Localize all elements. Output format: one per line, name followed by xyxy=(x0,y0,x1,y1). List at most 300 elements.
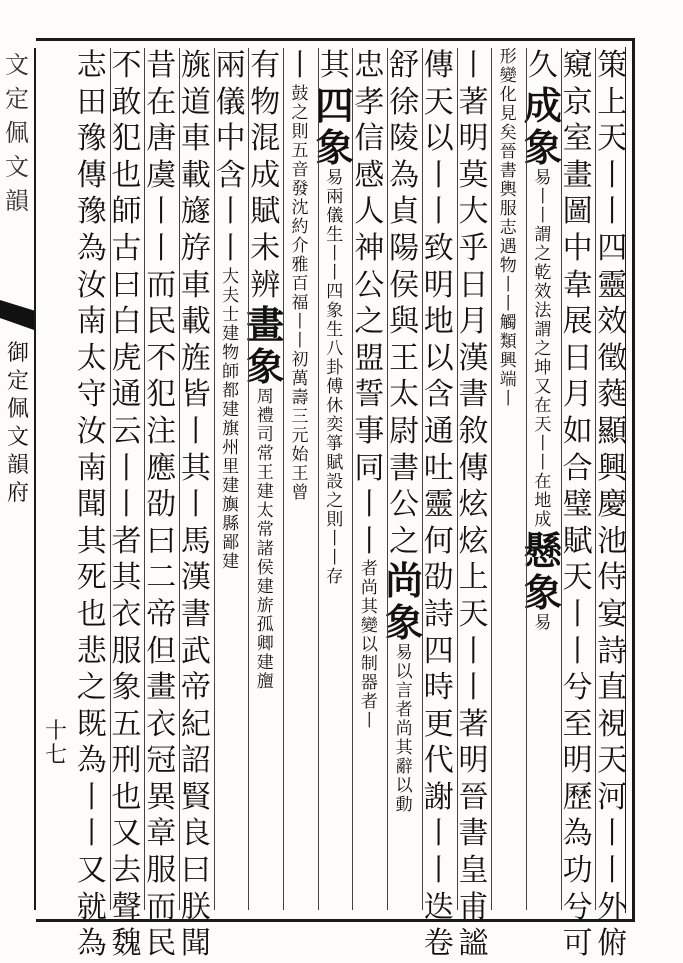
glyph: 漢 xyxy=(180,560,211,596)
glyph: 侯 xyxy=(389,267,420,303)
body-text xyxy=(77,48,107,963)
glyph: 丨 xyxy=(499,294,517,314)
glyph: 音 xyxy=(291,159,309,180)
glyph: 日 xyxy=(458,267,489,303)
glyph: 象 xyxy=(523,124,562,170)
glyph: 民 xyxy=(146,926,177,962)
glyph: 犯 xyxy=(111,121,142,157)
glyph: 為 xyxy=(76,743,107,779)
body-text xyxy=(528,48,558,85)
glyph: 丨 xyxy=(76,779,107,815)
glyph: 汝 xyxy=(76,413,107,449)
glyph: 箏 xyxy=(326,433,344,454)
glyph: 成 xyxy=(250,157,281,193)
glyph: 志 xyxy=(76,48,107,83)
glyph: 卷 xyxy=(423,926,454,962)
glyph: 功 xyxy=(562,853,593,889)
glyph: 為 xyxy=(76,926,107,962)
glyph: 唐 xyxy=(146,121,177,157)
book-title xyxy=(0,340,36,508)
glyph: 晉 xyxy=(499,142,517,162)
glyph: 丨 xyxy=(285,48,315,83)
glyph: 大 xyxy=(222,266,240,287)
glyph: 兮 xyxy=(562,889,593,925)
glyph: 日 xyxy=(562,340,593,376)
glyph: 縣 xyxy=(222,513,240,534)
glyph: 變 xyxy=(499,66,517,86)
glyph: 在 xyxy=(534,395,552,416)
glyph: 丨 xyxy=(326,262,344,283)
glyph: 曾 xyxy=(291,482,309,503)
glyph: 丨 xyxy=(360,711,378,732)
glyph: 在 xyxy=(534,471,552,492)
glyph: 謂 xyxy=(534,224,552,245)
glyph: 陽 xyxy=(389,230,420,266)
glyph: 服 xyxy=(499,199,517,219)
glyph: 志 xyxy=(499,218,517,238)
glyph: 易 xyxy=(534,167,552,188)
glyph: 不 xyxy=(111,48,142,83)
glyph: 禮 xyxy=(256,406,274,427)
glyph: 可 xyxy=(562,926,593,962)
glyph: 旜 xyxy=(256,672,274,693)
glyph: 遇 xyxy=(499,237,517,257)
glyph: 生 xyxy=(326,224,344,245)
glyph: 存 xyxy=(326,566,344,587)
glyph: 端 xyxy=(499,370,517,390)
glyph: 五 xyxy=(291,140,309,161)
glyph: 象 xyxy=(385,600,424,646)
glyph: 書 xyxy=(499,161,517,181)
glyph: 類 xyxy=(499,332,517,352)
glyph: 書 xyxy=(458,816,489,852)
glyph: 其 xyxy=(360,597,378,618)
body-text xyxy=(285,48,315,85)
glyph: 舒 xyxy=(389,48,420,83)
glyph: 建 xyxy=(256,482,274,503)
glyph: 諸 xyxy=(256,539,274,560)
glyph: 法 xyxy=(534,300,552,321)
body-text xyxy=(320,48,350,85)
glyph: 如 xyxy=(562,413,593,449)
glyph: 儀 xyxy=(326,205,344,226)
glyph: 明 xyxy=(458,121,489,157)
glyph: 其 xyxy=(180,450,211,486)
glyph: 傳 xyxy=(423,48,454,83)
glyph: 既 xyxy=(76,706,107,742)
glyph: 丨 xyxy=(562,633,593,669)
glyph: 人 xyxy=(354,194,385,230)
glyph: 神 xyxy=(354,230,385,266)
margin-char: 文 xyxy=(5,153,29,181)
glyph: 傅 xyxy=(326,376,344,397)
glyph: 者 xyxy=(111,523,142,559)
glyph: 公 xyxy=(389,487,420,523)
glyph: 有 xyxy=(250,48,281,83)
glyph: 輿 xyxy=(499,180,517,200)
glyph: 上 xyxy=(597,84,628,120)
glyph: 象 xyxy=(315,124,354,170)
glyph: 州 xyxy=(222,437,240,458)
body-text xyxy=(459,48,489,963)
glyph: 四 xyxy=(326,281,344,302)
glyph: 賦 xyxy=(562,523,593,559)
glyph: 地 xyxy=(534,490,552,511)
glyph: 更 xyxy=(423,706,454,742)
glyph: 百 xyxy=(291,273,309,294)
glyph: 異 xyxy=(146,779,177,815)
glyph: 二 xyxy=(146,560,177,596)
glyph: 晉 xyxy=(458,779,489,815)
glyph: 儀 xyxy=(215,84,246,120)
glyph: 效 xyxy=(597,304,628,340)
glyph: 八 xyxy=(326,338,344,359)
body-text xyxy=(216,48,246,268)
glyph: 謝 xyxy=(423,779,454,815)
glyph: 制 xyxy=(360,654,378,675)
glyph: 師 xyxy=(111,194,142,230)
glyph: 丨 xyxy=(597,157,628,193)
glyph: 曰 xyxy=(111,267,142,303)
glyph: 丨 xyxy=(354,487,385,523)
glyph: 建 xyxy=(256,653,274,674)
glyph: 著 xyxy=(458,706,489,742)
glyph: 俯 xyxy=(597,926,628,962)
glyph: 圖 xyxy=(562,194,593,230)
glyph: 丨 xyxy=(326,547,344,568)
glyph: 白 xyxy=(111,304,142,340)
book-title-char: 文 xyxy=(6,425,29,450)
glyph: 沈 xyxy=(291,197,309,218)
annotation-text xyxy=(326,169,343,587)
glyph: 璧 xyxy=(562,487,593,523)
glyph: 云 xyxy=(111,413,142,449)
glyph: 旗 xyxy=(222,418,240,439)
glyph: 皆 xyxy=(180,377,211,413)
glyph: 丨 xyxy=(597,853,628,889)
glyph: 介 xyxy=(291,235,309,256)
glyph: 致 xyxy=(423,230,454,266)
glyph: 通 xyxy=(423,413,454,449)
glyph: 興 xyxy=(499,351,517,371)
glyph: 者 xyxy=(395,700,413,721)
body-text xyxy=(389,48,419,560)
glyph: 地 xyxy=(423,304,454,340)
glyph: 侍 xyxy=(597,560,628,596)
glyph: 丨 xyxy=(146,194,177,230)
glyph: 丨 xyxy=(499,275,517,295)
glyph: 應 xyxy=(146,450,177,486)
glyph: 而 xyxy=(146,267,177,303)
glyph: 劭 xyxy=(423,560,454,596)
glyph: 成 xyxy=(523,82,562,128)
glyph: 發 xyxy=(291,178,309,199)
glyph: 曰 xyxy=(146,523,177,559)
glyph: 誓 xyxy=(354,377,385,413)
body-text xyxy=(354,48,384,560)
glyph: 豫 xyxy=(76,121,107,157)
glyph: 畫 xyxy=(246,302,285,348)
glyph: 以 xyxy=(360,635,378,656)
glyph: 丨 xyxy=(423,816,454,852)
glyph: 設 xyxy=(326,471,344,492)
glyph: 之 xyxy=(389,523,420,559)
annotation-text xyxy=(222,268,239,572)
glyph: 丨 xyxy=(180,413,211,449)
glyph: 物 xyxy=(250,84,281,120)
body-text xyxy=(146,48,176,963)
glyph: 易 xyxy=(395,643,413,664)
glyph: 丨 xyxy=(180,487,211,523)
glyph: 福 xyxy=(291,292,309,313)
glyph: 四 xyxy=(315,82,354,128)
glyph: 以 xyxy=(423,340,454,376)
glyph: 建 xyxy=(222,551,240,572)
margin-char: 韻 xyxy=(5,187,29,215)
glyph: 奕 xyxy=(326,414,344,435)
glyph: 詔 xyxy=(180,743,211,779)
glyph: 四 xyxy=(597,230,628,266)
glyph: 周 xyxy=(256,387,274,408)
glyph: 生 xyxy=(326,319,344,340)
glyph: 物 xyxy=(222,342,240,363)
glyph: 坤 xyxy=(534,357,552,378)
glyph: 初 xyxy=(291,349,309,370)
body-text xyxy=(563,48,593,963)
glyph: 言 xyxy=(395,681,413,702)
glyph: 之 xyxy=(291,102,309,123)
glyph: 王 xyxy=(291,463,309,484)
glyph: 蕤 xyxy=(597,377,628,413)
glyph: 道 xyxy=(180,84,211,120)
glyph: 其 xyxy=(319,48,350,83)
glyph: 王 xyxy=(256,463,274,484)
glyph: 策 xyxy=(597,48,628,83)
glyph: 觸 xyxy=(499,313,517,333)
glyph: 信 xyxy=(354,121,385,157)
glyph: 丨 xyxy=(534,186,552,207)
annotation-text xyxy=(500,48,517,409)
glyph: 何 xyxy=(423,523,454,559)
glyph: 謐 xyxy=(458,926,489,962)
glyph: 丨 xyxy=(111,487,142,523)
glyph: 丨 xyxy=(597,816,628,852)
margin-char: 文 xyxy=(5,51,29,79)
glyph: 建 xyxy=(222,399,240,420)
glyph: 通 xyxy=(111,377,142,413)
glyph: 明 xyxy=(562,743,593,779)
glyph: 著 xyxy=(458,84,489,120)
glyph: 中 xyxy=(562,230,593,266)
glyph: 常 xyxy=(256,520,274,541)
glyph: 丨 xyxy=(146,230,177,266)
glyph: 京 xyxy=(562,84,593,120)
glyph: 紀 xyxy=(180,706,211,742)
glyph: 常 xyxy=(256,444,274,465)
glyph: 之 xyxy=(326,490,344,511)
glyph: 畫 xyxy=(562,157,593,193)
glyph: 展 xyxy=(562,304,593,340)
glyph: 服 xyxy=(111,633,142,669)
glyph: 武 xyxy=(180,633,211,669)
glyph: 丨 xyxy=(291,311,309,332)
margin-char: 佩 xyxy=(5,119,29,147)
glyph: 象 xyxy=(246,344,285,390)
glyph: 元 xyxy=(291,425,309,446)
glyph: 物 xyxy=(499,256,517,276)
glyph: 聞 xyxy=(180,926,211,962)
glyph: 馬 xyxy=(180,523,211,559)
glyph: 丨 xyxy=(326,243,344,264)
glyph: 田 xyxy=(76,84,107,120)
glyph: 帝 xyxy=(180,670,211,706)
glyph: 丨 xyxy=(562,596,593,632)
glyph: 成 xyxy=(534,509,552,530)
glyph: 也 xyxy=(111,157,142,193)
glyph: 詩 xyxy=(423,596,454,632)
glyph: 刑 xyxy=(111,743,142,779)
glyph: 丨 xyxy=(423,194,454,230)
glyph: 象 xyxy=(326,300,344,321)
glyph: 孝 xyxy=(354,84,385,120)
glyph: 五 xyxy=(111,706,142,742)
glyph: 壽 xyxy=(291,387,309,408)
glyph: 丨 xyxy=(354,523,385,559)
body-text xyxy=(424,48,454,963)
glyph: 尚 xyxy=(385,558,424,604)
glyph: 之 xyxy=(354,304,385,340)
glyph: 為 xyxy=(76,230,107,266)
glyph: 建 xyxy=(222,323,240,344)
glyph: 又 xyxy=(76,853,107,889)
glyph: 歷 xyxy=(562,779,593,815)
glyph: 丨 xyxy=(458,633,489,669)
glyph: 天 xyxy=(534,414,552,435)
glyph: 兩 xyxy=(326,186,344,207)
glyph: 丨 xyxy=(215,194,246,230)
glyph: 月 xyxy=(562,377,593,413)
glyph: 敘 xyxy=(458,413,489,449)
glyph: 太 xyxy=(256,501,274,522)
glyph: 其 xyxy=(395,738,413,759)
glyph: 以 xyxy=(395,662,413,683)
glyph: 犯 xyxy=(146,377,177,413)
glyph: 為 xyxy=(562,816,593,852)
glyph: 中 xyxy=(215,121,246,157)
glyph: 三 xyxy=(291,406,309,427)
glyph: 莫 xyxy=(458,157,489,193)
glyph: 天 xyxy=(597,121,628,157)
glyph: 傳 xyxy=(76,157,107,193)
glyph: 而 xyxy=(146,889,177,925)
glyph: 傳 xyxy=(458,450,489,486)
glyph: 炫 xyxy=(458,523,489,559)
glyph: 詩 xyxy=(597,633,628,669)
glyph: 車 xyxy=(180,267,211,303)
glyph: 虞 xyxy=(146,157,177,193)
glyph: 服 xyxy=(146,853,177,889)
glyph: 但 xyxy=(146,633,177,669)
glyph: 辭 xyxy=(395,757,413,778)
glyph: 明 xyxy=(458,743,489,779)
glyph: 守 xyxy=(76,377,107,413)
glyph: 丨 xyxy=(326,528,344,549)
glyph: 尉 xyxy=(389,413,420,449)
glyph: 載 xyxy=(180,157,211,193)
glyph: 忠 xyxy=(354,48,385,83)
glyph: 含 xyxy=(423,377,454,413)
glyph: 丨 xyxy=(458,48,489,83)
glyph: 載 xyxy=(180,304,211,340)
glyph: 衣 xyxy=(146,706,177,742)
annotation-text xyxy=(292,85,309,503)
glyph: 乎 xyxy=(458,230,489,266)
glyph: 則 xyxy=(291,121,309,142)
body-text xyxy=(597,48,627,963)
glyph: 良 xyxy=(180,816,211,852)
glyph: 時 xyxy=(423,670,454,706)
page-number-char: 十 xyxy=(44,719,67,744)
glyph: 池 xyxy=(597,523,628,559)
glyph: 動 xyxy=(395,795,413,816)
glyph: 劭 xyxy=(146,487,177,523)
glyph: 旐 xyxy=(180,48,211,83)
glyph: 靈 xyxy=(597,267,628,303)
annotation-text xyxy=(534,614,551,633)
glyph: 天 xyxy=(562,560,593,596)
glyph: 公 xyxy=(354,267,385,303)
glyph: 其 xyxy=(111,560,142,596)
glyph: 丨 xyxy=(458,670,489,706)
glyph: 古 xyxy=(111,230,142,266)
glyph: 在 xyxy=(146,84,177,120)
glyph: 休 xyxy=(326,395,344,416)
glyph: 陵 xyxy=(389,121,420,157)
page-number-char: 七 xyxy=(44,743,67,768)
glyph: 效 xyxy=(534,281,552,302)
glyph: 丨 xyxy=(534,452,552,473)
glyph: 與 xyxy=(389,304,420,340)
glyph: 帝 xyxy=(146,596,177,632)
glyph: 也 xyxy=(111,779,142,815)
glyph: 汝 xyxy=(76,267,107,303)
glyph: 始 xyxy=(291,444,309,465)
glyph: 旌 xyxy=(180,340,211,376)
glyph: 丨 xyxy=(423,157,454,193)
glyph: 又 xyxy=(111,816,142,852)
glyph: 丨 xyxy=(534,205,552,226)
glyph: 卿 xyxy=(256,634,274,655)
glyph: 象 xyxy=(111,670,142,706)
glyph: 丨 xyxy=(76,816,107,852)
glyph: 迭 xyxy=(423,889,454,925)
glyph: 建 xyxy=(256,577,274,598)
glyph: 窺 xyxy=(562,48,593,83)
glyph: 化 xyxy=(499,85,517,105)
glyph: 謂 xyxy=(534,319,552,340)
glyph: 夫 xyxy=(222,285,240,306)
glyph: 盟 xyxy=(354,340,385,376)
annotation-text xyxy=(396,644,413,815)
glyph: 魏 xyxy=(111,926,142,962)
body-text xyxy=(112,48,142,963)
glyph: 畫 xyxy=(146,670,177,706)
glyph: 兩 xyxy=(215,48,246,83)
glyph: 侯 xyxy=(256,558,274,579)
glyph: 尚 xyxy=(395,719,413,740)
glyph: 丨 xyxy=(291,330,309,351)
book-title-char: 韻 xyxy=(6,453,29,478)
